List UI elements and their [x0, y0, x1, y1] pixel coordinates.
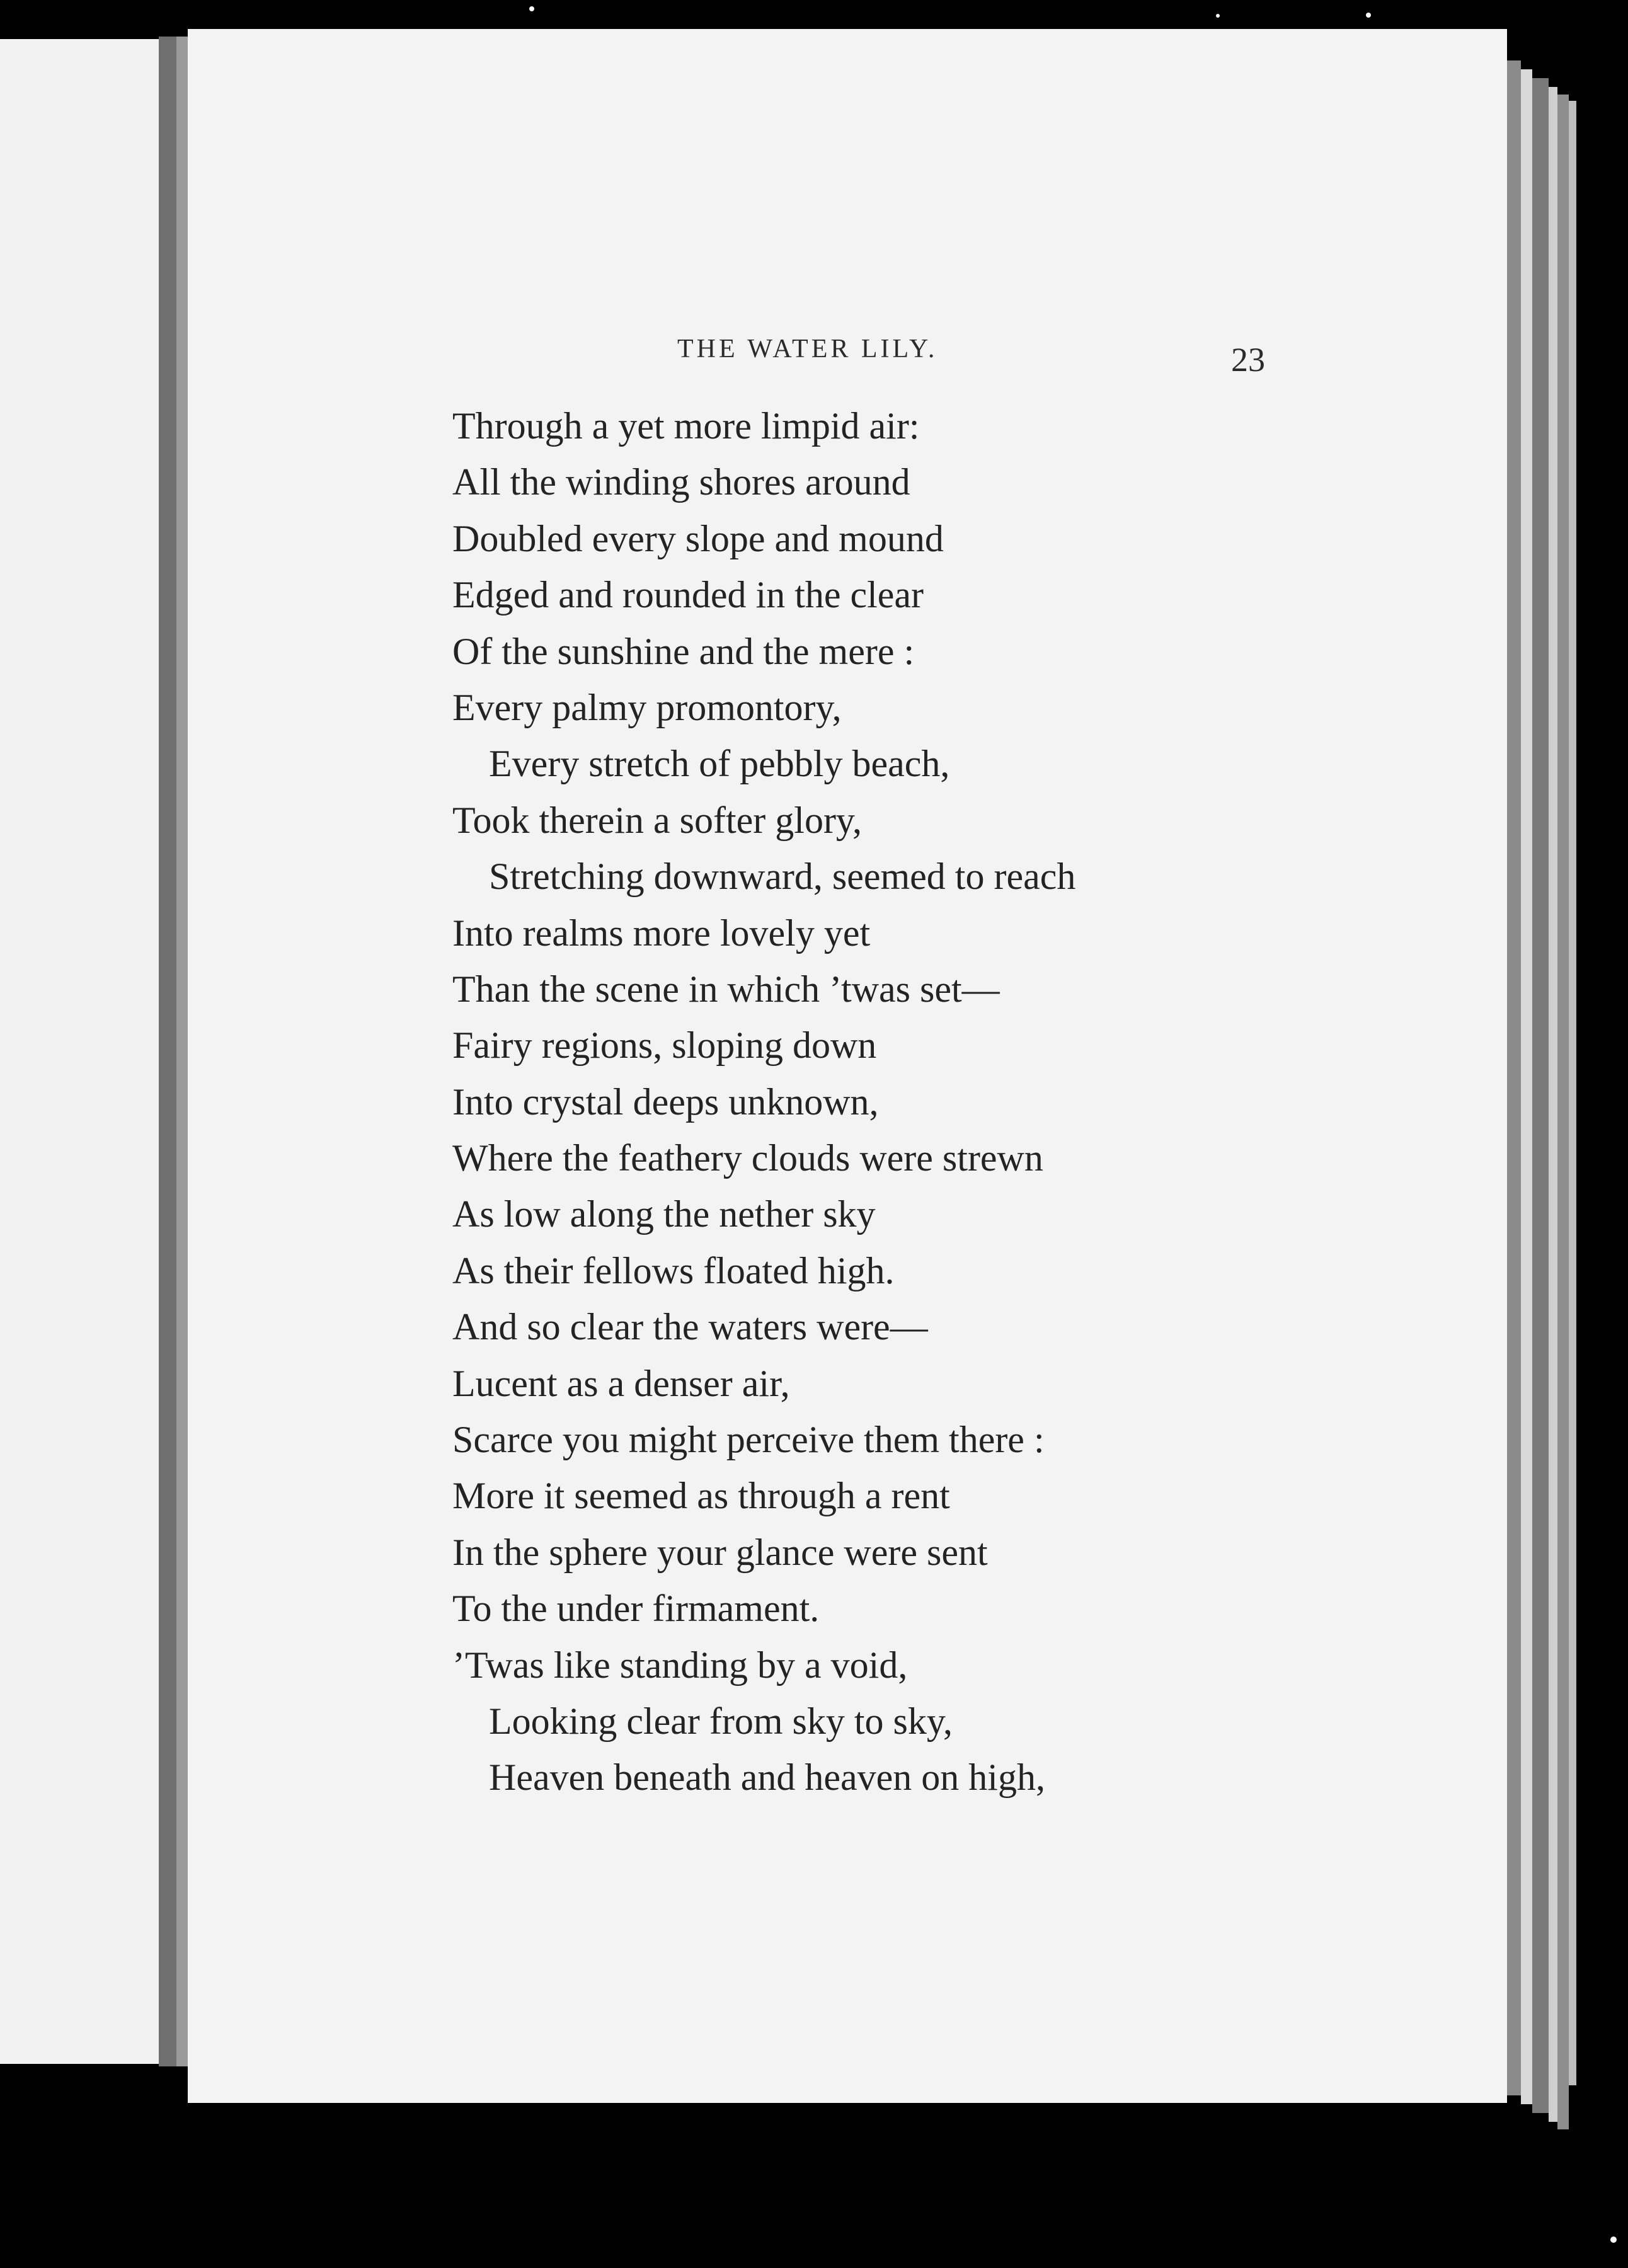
poem-line: Scarce you might perceive them there : — [452, 1419, 1045, 1461]
running-head: THE WATER LILY. — [677, 335, 938, 364]
poem-line: Every palmy promontory, — [452, 686, 842, 728]
page-edge — [1549, 87, 1557, 2122]
poem-text — [452, 398, 1075, 1806]
poem-line: Into realms more lovely yet — [452, 912, 871, 954]
poem-line: Into crystal deeps unknown, — [452, 1080, 879, 1123]
poem-line: To the under firmament. — [452, 1588, 820, 1630]
scan-speck — [1216, 14, 1220, 18]
page-edge — [1569, 101, 1576, 2085]
poem-line: As their fellows floated high. — [452, 1249, 895, 1292]
poem-line: Where the feathery clouds were strewn — [452, 1137, 1043, 1179]
poem-line: Stretching downward, seemed to reach — [489, 856, 1076, 898]
poem-line: Every stretch of pebbly beach, — [489, 743, 950, 785]
poem-line: Than the scene in which ’twas set— — [452, 968, 1000, 1010]
poem-line: Doubled every slope and mound — [452, 517, 944, 559]
poem-line: All the winding shores around — [452, 461, 910, 503]
scan-speck — [1366, 13, 1371, 18]
poem-line: Heaven beneath and heaven on high, — [489, 1756, 1045, 1799]
facing-page — [0, 39, 159, 2064]
page-number: 23 — [1231, 341, 1265, 379]
poem-line: Looking clear from sky to sky, — [489, 1700, 953, 1742]
page-edge — [1507, 60, 1521, 2095]
scan-speck — [529, 6, 534, 11]
poem-line: Through a yet more limpid air: — [452, 405, 920, 447]
poem-line: Lucent as a denser air, — [452, 1362, 790, 1404]
poem-line: Fairy regions, sloping down — [452, 1024, 877, 1067]
page-edge — [1521, 69, 1532, 2104]
scan-speck — [1610, 2236, 1617, 2243]
page-edge — [1532, 78, 1549, 2113]
gutter-shadow — [176, 37, 189, 2066]
poem-line: Of the sunshine and the mere : — [452, 630, 915, 672]
poem-line: In the sphere your glance were sent — [452, 1531, 988, 1573]
poem-line: More it seemed as through a rent — [452, 1475, 950, 1517]
poem-line: ’Twas like standing by a void, — [452, 1644, 908, 1686]
poem-line: Took therein a softer glory, — [452, 799, 863, 841]
poem-line: Edged and rounded in the clear — [452, 574, 924, 616]
poem-line: And so clear the waters were— — [452, 1306, 928, 1348]
page-edge — [1557, 94, 1569, 2129]
poem-line: As low along the nether sky — [452, 1193, 876, 1235]
